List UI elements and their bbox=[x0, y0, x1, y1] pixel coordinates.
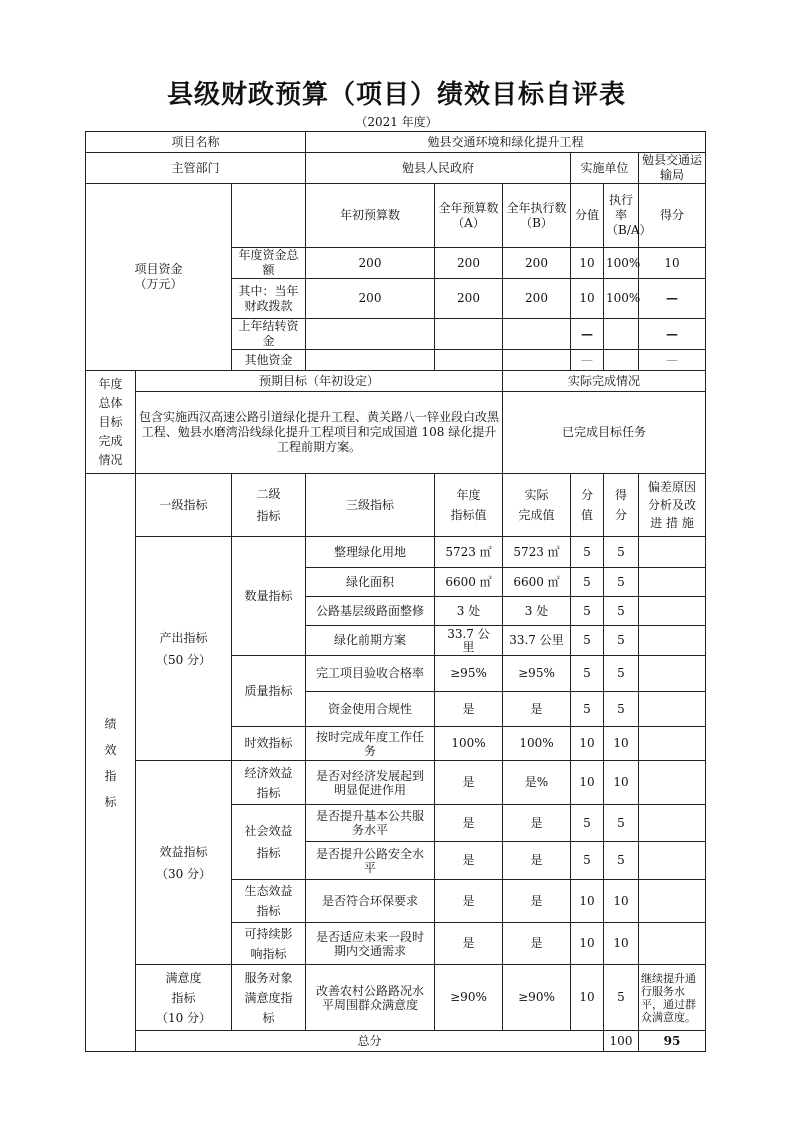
indicator-target: 6600 ㎡ bbox=[435, 568, 503, 597]
service-satisfaction-label: 服务对象 满意度指 标 bbox=[232, 965, 306, 1031]
report-year: （2021 年度） bbox=[355, 115, 438, 129]
indicator-weight: 10 bbox=[571, 965, 604, 1031]
total-row bbox=[86, 1031, 706, 1052]
funds-row-label: 年度资金总额 bbox=[232, 248, 306, 279]
actual-completion-header: 实际完成情况 bbox=[503, 371, 706, 392]
annual-exec-value: 200 bbox=[503, 279, 571, 319]
satisfaction-indicator-label: 满意度 指标 （10 分） bbox=[136, 965, 232, 1031]
indicator-note bbox=[639, 626, 706, 656]
department-label: 主管部门 bbox=[86, 153, 306, 184]
sustainable-indicator-label: 可持续影 响指标 bbox=[232, 923, 306, 965]
indicator-target: 100% bbox=[435, 727, 503, 761]
weight-value: 10 bbox=[571, 279, 604, 319]
indicator-name: 改善农村公路路况水 平周围群众满意度 bbox=[306, 965, 435, 1031]
implementing-unit-label: 实施单位 bbox=[571, 153, 639, 184]
indicator-score: 5 bbox=[604, 965, 639, 1031]
deviation-header: 偏差原因 分析及改 进 措 施 bbox=[639, 474, 706, 537]
weight-value: — bbox=[571, 350, 604, 371]
score-value: — bbox=[639, 350, 706, 371]
indicator-score: 5 bbox=[604, 842, 639, 880]
indicator-target: 3 处 bbox=[435, 597, 503, 626]
indicator-note bbox=[639, 880, 706, 923]
indicator-note bbox=[639, 923, 706, 965]
output-indicator-label: 产出指标 （50 分） bbox=[136, 537, 232, 761]
page-title: 县级财政预算（项目）绩效目标自评表 bbox=[166, 80, 626, 110]
indicator-note: 继续提升通 行服务水 平，通过群 众满意度。 bbox=[639, 965, 706, 1031]
indicator-actual: 是 bbox=[503, 923, 571, 965]
indicator-name: 是否提升基本公共服 务水平 bbox=[306, 805, 435, 842]
goals-label: 年度 总体 目标 完成 情况 bbox=[86, 371, 136, 474]
annual-exec-header: 全年执行数（B） bbox=[503, 184, 571, 248]
exec-rate-value bbox=[604, 350, 639, 371]
social-indicator-label: 社会效益 指标 bbox=[232, 805, 306, 880]
indicator-note bbox=[639, 568, 706, 597]
score-header: 得 分 bbox=[604, 474, 639, 537]
indicator-score: 5 bbox=[604, 537, 639, 568]
indicator-actual: 是 bbox=[503, 805, 571, 842]
goals-content-row bbox=[86, 392, 706, 474]
indicator-target: ≥95% bbox=[435, 656, 503, 692]
indicator-row bbox=[86, 965, 706, 1031]
indicator-weight: 5 bbox=[571, 626, 604, 656]
indicator-actual: 6600 ㎡ bbox=[503, 568, 571, 597]
indicator-score: 5 bbox=[604, 656, 639, 692]
level3-header: 三级指标 bbox=[306, 474, 435, 537]
benefit-indicator-label: 效益指标 （30 分） bbox=[136, 761, 232, 965]
annual-budget-header: 全年预算数（A） bbox=[435, 184, 503, 248]
level2-header: 二级 指标 bbox=[232, 474, 306, 537]
project-name-value: 勉县交通环境和绿化提升工程 bbox=[306, 132, 706, 153]
indicator-actual: ≥90% bbox=[503, 965, 571, 1031]
indicator-weight: 5 bbox=[571, 805, 604, 842]
indicator-weight: 10 bbox=[571, 727, 604, 761]
indicator-name: 绿化前期方案 bbox=[306, 626, 435, 656]
indicator-name: 整理绿化用地 bbox=[306, 537, 435, 568]
funds-blank-header bbox=[232, 184, 306, 248]
self-evaluation-table bbox=[85, 131, 706, 1052]
indicator-target: ≥90% bbox=[435, 965, 503, 1031]
exec-rate-header: 执行率（B/A） bbox=[604, 184, 639, 248]
indicator-name: 是否适应未来一段时 期内交通需求 bbox=[306, 923, 435, 965]
indicator-name: 是否对经济发展起到 明显促进作用 bbox=[306, 761, 435, 805]
indicator-name: 是否符合环保要求 bbox=[306, 880, 435, 923]
department-value: 勉县人民政府 bbox=[306, 153, 571, 184]
annual-budget-value: 200 bbox=[435, 248, 503, 279]
annual-budget-value: 200 bbox=[435, 279, 503, 319]
initial-budget-value: 200 bbox=[306, 248, 435, 279]
initial-budget-value bbox=[306, 319, 435, 350]
indicator-note bbox=[639, 656, 706, 692]
indicator-score: 5 bbox=[604, 805, 639, 842]
indicator-note bbox=[639, 842, 706, 880]
weight-value: — bbox=[571, 319, 604, 350]
indicator-score: 10 bbox=[604, 923, 639, 965]
ecological-indicator-label: 生态效益 指标 bbox=[232, 880, 306, 923]
indicator-score: 10 bbox=[604, 727, 639, 761]
indicator-name: 是否提升公路安全水 平 bbox=[306, 842, 435, 880]
level1-header: 一级指标 bbox=[136, 474, 232, 537]
indicator-name: 按时完成年度工作任 务 bbox=[306, 727, 435, 761]
indicator-actual: 是% bbox=[503, 761, 571, 805]
score-value: 10 bbox=[639, 248, 706, 279]
goals-header-row bbox=[86, 371, 706, 392]
indicator-weight: 5 bbox=[571, 537, 604, 568]
indicators-header-row bbox=[86, 474, 706, 537]
total-score: 95 bbox=[639, 1031, 706, 1052]
indicator-score: 10 bbox=[604, 761, 639, 805]
annual-budget-value bbox=[435, 350, 503, 371]
indicator-actual: 是 bbox=[503, 880, 571, 923]
indicator-note bbox=[639, 597, 706, 626]
actual-completion-text: 已完成目标任务 bbox=[503, 392, 706, 474]
score-value: — bbox=[639, 319, 706, 350]
indicator-actual: 是 bbox=[503, 842, 571, 880]
indicator-name: 完工项目验收合格率 bbox=[306, 656, 435, 692]
annual-budget-value bbox=[435, 319, 503, 350]
score-header: 得分 bbox=[639, 184, 706, 248]
weight-header: 分值 bbox=[571, 184, 604, 248]
annual-exec-value bbox=[503, 350, 571, 371]
indicator-note bbox=[639, 537, 706, 568]
indicator-target: 是 bbox=[435, 805, 503, 842]
quality-indicator-label: 质量指标 bbox=[232, 656, 306, 727]
indicator-score: 5 bbox=[604, 692, 639, 727]
indicator-name: 资金使用合规性 bbox=[306, 692, 435, 727]
indicator-row bbox=[86, 537, 706, 568]
economic-indicator-label: 经济效益 指标 bbox=[232, 761, 306, 805]
actual-header: 实际 完成值 bbox=[503, 474, 571, 537]
indicator-weight: 10 bbox=[571, 880, 604, 923]
expected-goal-text: 包含实施西汉高速公路引道绿化提升工程、黄关路八一锌业段白改黑工程、勉县水磨湾沿线绿化提升工程项目和完成国道 108 绿化提升工程前期方案。 bbox=[136, 392, 503, 474]
indicator-actual: 100% bbox=[503, 727, 571, 761]
indicators-label: 绩 效 指 标 bbox=[86, 474, 136, 1052]
project-name-row bbox=[86, 132, 706, 153]
indicator-target: 是 bbox=[435, 923, 503, 965]
weight-value: 10 bbox=[571, 248, 604, 279]
indicator-actual: ≥95% bbox=[503, 656, 571, 692]
implementing-unit-value: 勉县交通运输局 bbox=[639, 153, 706, 184]
target-header: 年度 指标值 bbox=[435, 474, 503, 537]
funds-row-label: 上年结转资金 bbox=[232, 319, 306, 350]
score-value: — bbox=[639, 279, 706, 319]
indicator-note bbox=[639, 727, 706, 761]
indicator-score: 5 bbox=[604, 626, 639, 656]
indicator-weight: 5 bbox=[571, 842, 604, 880]
indicator-weight: 5 bbox=[571, 568, 604, 597]
indicator-target: 是 bbox=[435, 842, 503, 880]
funds-header-row bbox=[86, 184, 706, 248]
indicator-note bbox=[639, 692, 706, 727]
indicator-name: 公路基层级路面整修 bbox=[306, 597, 435, 626]
quantity-indicator-label: 数量指标 bbox=[232, 537, 306, 656]
initial-budget-value bbox=[306, 350, 435, 371]
indicator-target: 5723 ㎡ bbox=[435, 537, 503, 568]
indicator-score: 10 bbox=[604, 880, 639, 923]
indicator-weight: 5 bbox=[571, 597, 604, 626]
indicator-score: 5 bbox=[604, 568, 639, 597]
indicator-row bbox=[86, 761, 706, 805]
indicator-score: 5 bbox=[604, 597, 639, 626]
weight-header: 分 值 bbox=[571, 474, 604, 537]
funds-row-label: 其中：当年财政拨款 bbox=[232, 279, 306, 319]
indicator-actual: 33.7 公里 bbox=[503, 626, 571, 656]
department-row bbox=[86, 153, 706, 184]
indicator-weight: 10 bbox=[571, 923, 604, 965]
indicator-target: 是 bbox=[435, 761, 503, 805]
indicator-actual: 是 bbox=[503, 692, 571, 727]
indicator-name: 绿化面积 bbox=[306, 568, 435, 597]
funds-label: 项目资金 （万元） bbox=[86, 184, 232, 371]
indicator-target: 33.7 公 里 bbox=[435, 626, 503, 656]
initial-budget-value: 200 bbox=[306, 279, 435, 319]
initial-budget-header: 年初预算数 bbox=[306, 184, 435, 248]
annual-exec-value bbox=[503, 319, 571, 350]
indicator-target: 是 bbox=[435, 692, 503, 727]
exec-rate-value bbox=[604, 319, 639, 350]
timeliness-indicator-label: 时效指标 bbox=[232, 727, 306, 761]
indicator-note bbox=[639, 761, 706, 805]
indicator-weight: 5 bbox=[571, 692, 604, 727]
funds-row-label: 其他资金 bbox=[232, 350, 306, 371]
indicator-actual: 5723 ㎡ bbox=[503, 537, 571, 568]
indicator-weight: 10 bbox=[571, 761, 604, 805]
exec-rate-value: 100% bbox=[604, 279, 639, 319]
annual-exec-value: 200 bbox=[503, 248, 571, 279]
indicator-weight: 5 bbox=[571, 656, 604, 692]
project-name-label: 项目名称 bbox=[86, 132, 306, 153]
exec-rate-value: 100% bbox=[604, 248, 639, 279]
total-weight: 100 bbox=[604, 1031, 639, 1052]
indicator-target: 是 bbox=[435, 880, 503, 923]
expected-goal-header: 预期目标（年初设定） bbox=[136, 371, 503, 392]
indicator-actual: 3 处 bbox=[503, 597, 571, 626]
indicator-note bbox=[639, 805, 706, 842]
total-label: 总分 bbox=[136, 1031, 604, 1052]
